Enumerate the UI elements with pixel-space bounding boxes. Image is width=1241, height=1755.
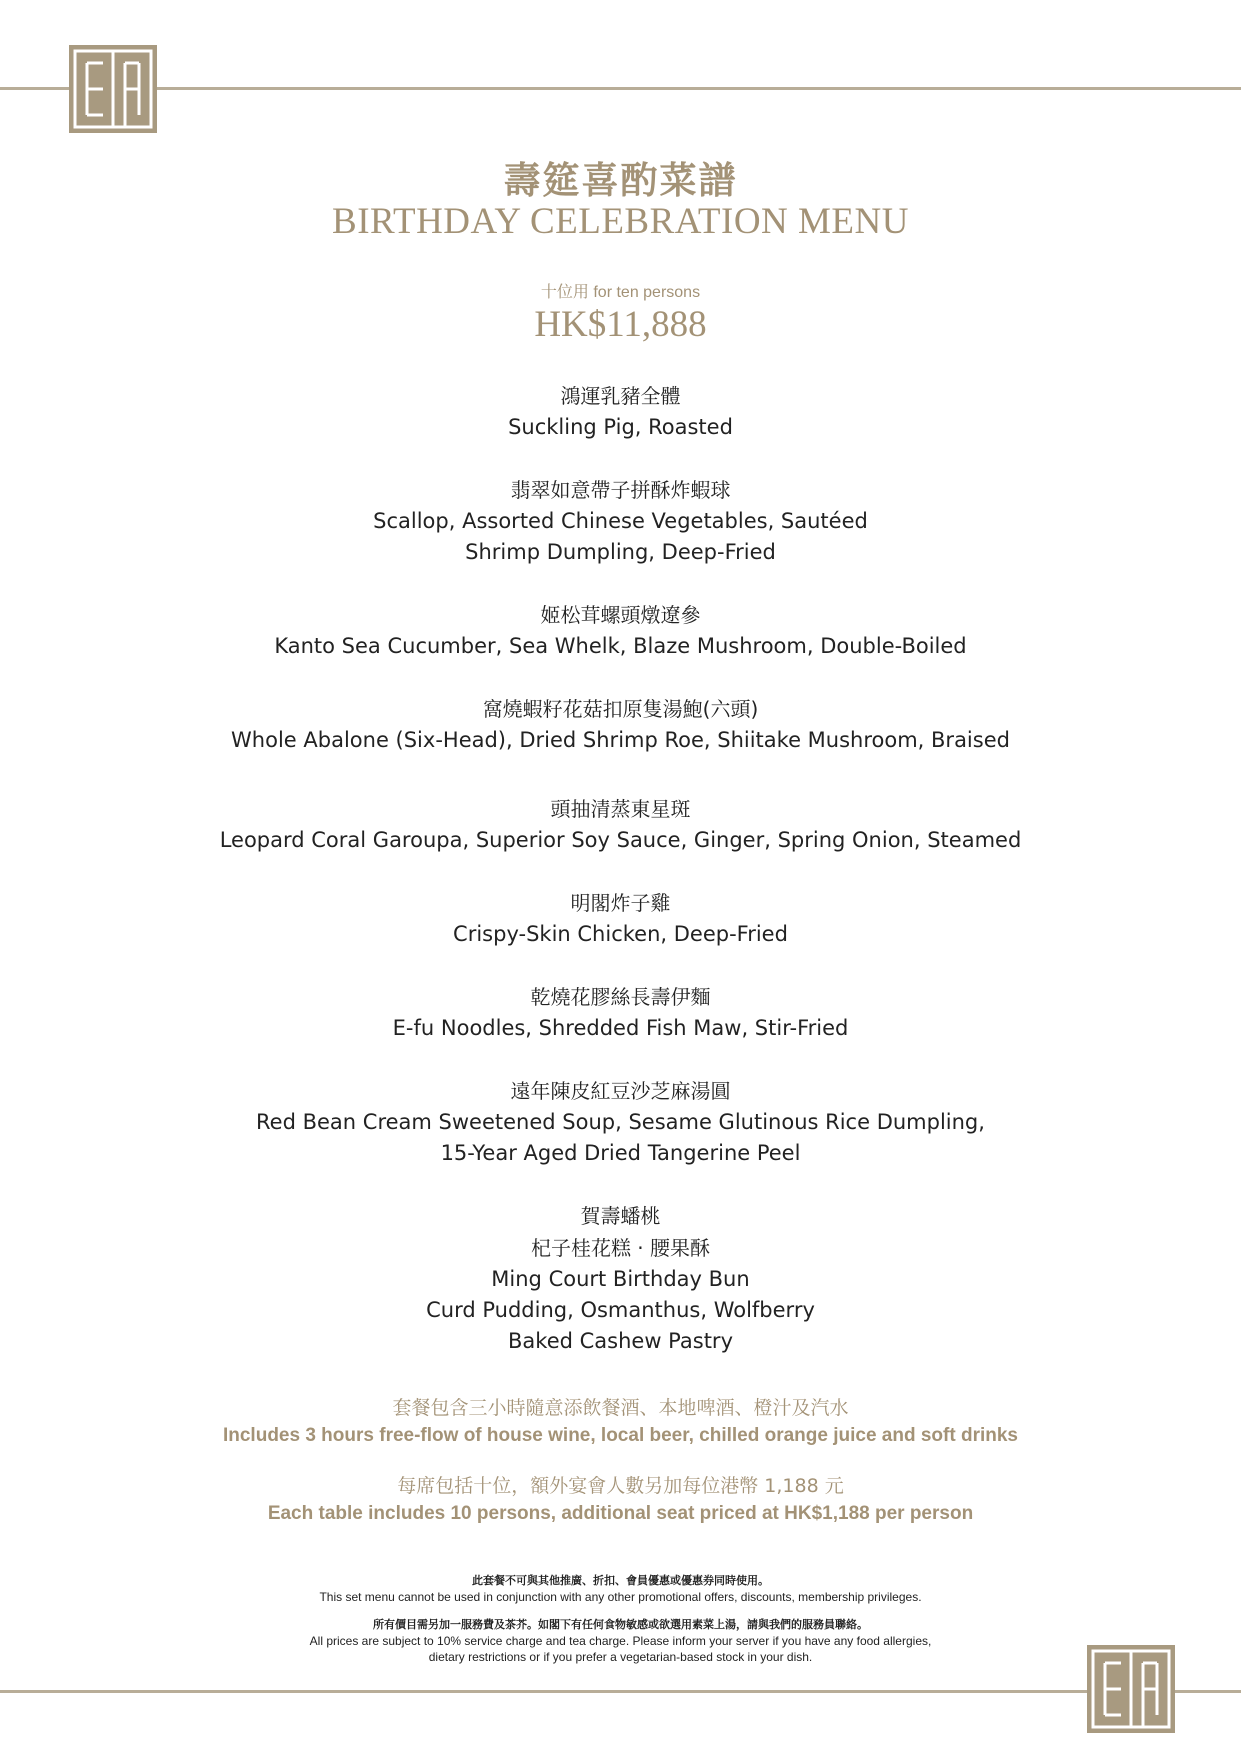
drinks-note-english: Includes 3 hours free-flow of house wine, local beer, chilled orange juice and soft drinks [222, 1425, 1018, 1446]
dish-name-english: Leopard Coral Garoupa, Superior Soy Sauce, Ginger, Spring Onion, Steamed [219, 828, 1022, 852]
dish-name-english: Baked Cashew Pastry [508, 1329, 733, 1353]
dish-name-english: Shrimp Dumpling, Deep-Fried [465, 540, 776, 564]
dish-name-chinese: 鴻運乳豬全體 [560, 384, 681, 408]
menu-title-english: BIRTHDAY CELEBRATION MENU [332, 201, 909, 242]
promo-disclaimer-chinese: 此套餐不可與其他推廣、折扣、會員優惠或優惠券同時使用。 [472, 1574, 769, 1587]
dish-name-chinese: 姬松茸螺頭燉遼參 [540, 603, 701, 627]
menu-title-chinese: 壽筵喜酌菜譜 [503, 158, 738, 202]
menu-price: HK$11,888 [534, 304, 707, 345]
dish-name-chinese: 頭抽清蒸東星斑 [550, 797, 691, 821]
dish-item [0, 1200, 1241, 1357]
seat-note [0, 1473, 1241, 1527]
dish-item [0, 474, 1241, 568]
dish-name-english: Ming Court Birthday Bun [491, 1267, 750, 1291]
dish-name-chinese: 翡翠如意帶子拼酥炸蝦球 [510, 478, 731, 502]
dish-item [0, 1075, 1241, 1169]
charge-disclaimer-english: All prices are subject to 10% service charge and tea charge. Please inform your server if you have any food allergies, [309, 1634, 932, 1648]
dish-name-english: Kanto Sea Cucumber, Sea Whelk, Blaze Mushroom, Double-Boiled [274, 634, 967, 658]
seat-note-chinese: 每席包括十位，額外宴會人數另加每位港幣 1,188 元 [397, 1475, 844, 1497]
dish-name-english: Curd Pudding, Osmanthus, Wolfberry [426, 1298, 815, 1322]
charge-disclaimer [0, 1617, 1241, 1665]
charge-disclaimer-english: dietary restrictions or if you prefer a vegetarian-based stock in your dish. [428, 1650, 813, 1664]
promo-disclaimer [0, 1573, 1241, 1605]
ming-court-logo-icon [69, 45, 157, 133]
promo-disclaimer-english: This set menu cannot be used in conjunction with any other promotional offers, discounts, membership privileges. [319, 1590, 922, 1604]
drinks-note [0, 1395, 1241, 1449]
dish-item [0, 887, 1241, 950]
dish-item [0, 693, 1241, 756]
dish-name-chinese: 窩燒蝦籽花菇扣原隻湯鮑(六頭) [482, 697, 759, 721]
dish-name-english: E-fu Noodles, Shredded Fish Maw, Stir-Fried [392, 1016, 849, 1040]
dish-name-english: Suckling Pig, Roasted [508, 415, 733, 439]
dish-name-chinese: 明閣炸子雞 [570, 891, 671, 915]
dish-name-chinese: 賀壽蟠桃 [580, 1204, 661, 1228]
dish-name-english: Red Bean Cream Sweetened Soup, Sesame Glutinous Rice Dumpling, [256, 1110, 985, 1134]
bottom-divider [0, 1690, 1241, 1693]
dish-name-chinese: 杞子桂花糕 · 腰果酥 [530, 1236, 711, 1260]
charge-disclaimer-chinese: 所有價目需另加一服務費及茶芥。如閣下有任何食物敏感或欲選用素菜上湯，請與我們的服務員聯絡。 [373, 1618, 868, 1631]
drinks-note-chinese: 套餐包含三小時隨意添飲餐酒、本地啤酒、橙汁及汽水 [392, 1397, 849, 1419]
dish-item [0, 380, 1241, 443]
dish-name-english: Whole Abalone (Six-Head), Dried Shrimp Roe, Shiitake Mushroom, Braised [231, 728, 1010, 752]
dish-name-english: Scallop, Assorted Chinese Vegetables, Sautéed [373, 509, 868, 533]
dish-name-chinese: 乾燒花膠絲長壽伊麵 [530, 985, 711, 1009]
dish-item [0, 793, 1241, 856]
seat-note-english: Each table includes 10 persons, additional seat priced at HK$1,188 per person [267, 1503, 974, 1524]
dish-item [0, 599, 1241, 662]
serving-size: 十位用 for ten persons [540, 284, 701, 301]
dish-name-english: 15-Year Aged Dried Tangerine Peel [440, 1141, 801, 1165]
dish-name-chinese: 遠年陳皮紅豆沙芝麻湯圓 [510, 1079, 731, 1103]
dish-item [0, 981, 1241, 1044]
top-divider [0, 87, 1241, 90]
dish-name-english: Crispy-Skin Chicken, Deep-Fried [453, 922, 788, 946]
